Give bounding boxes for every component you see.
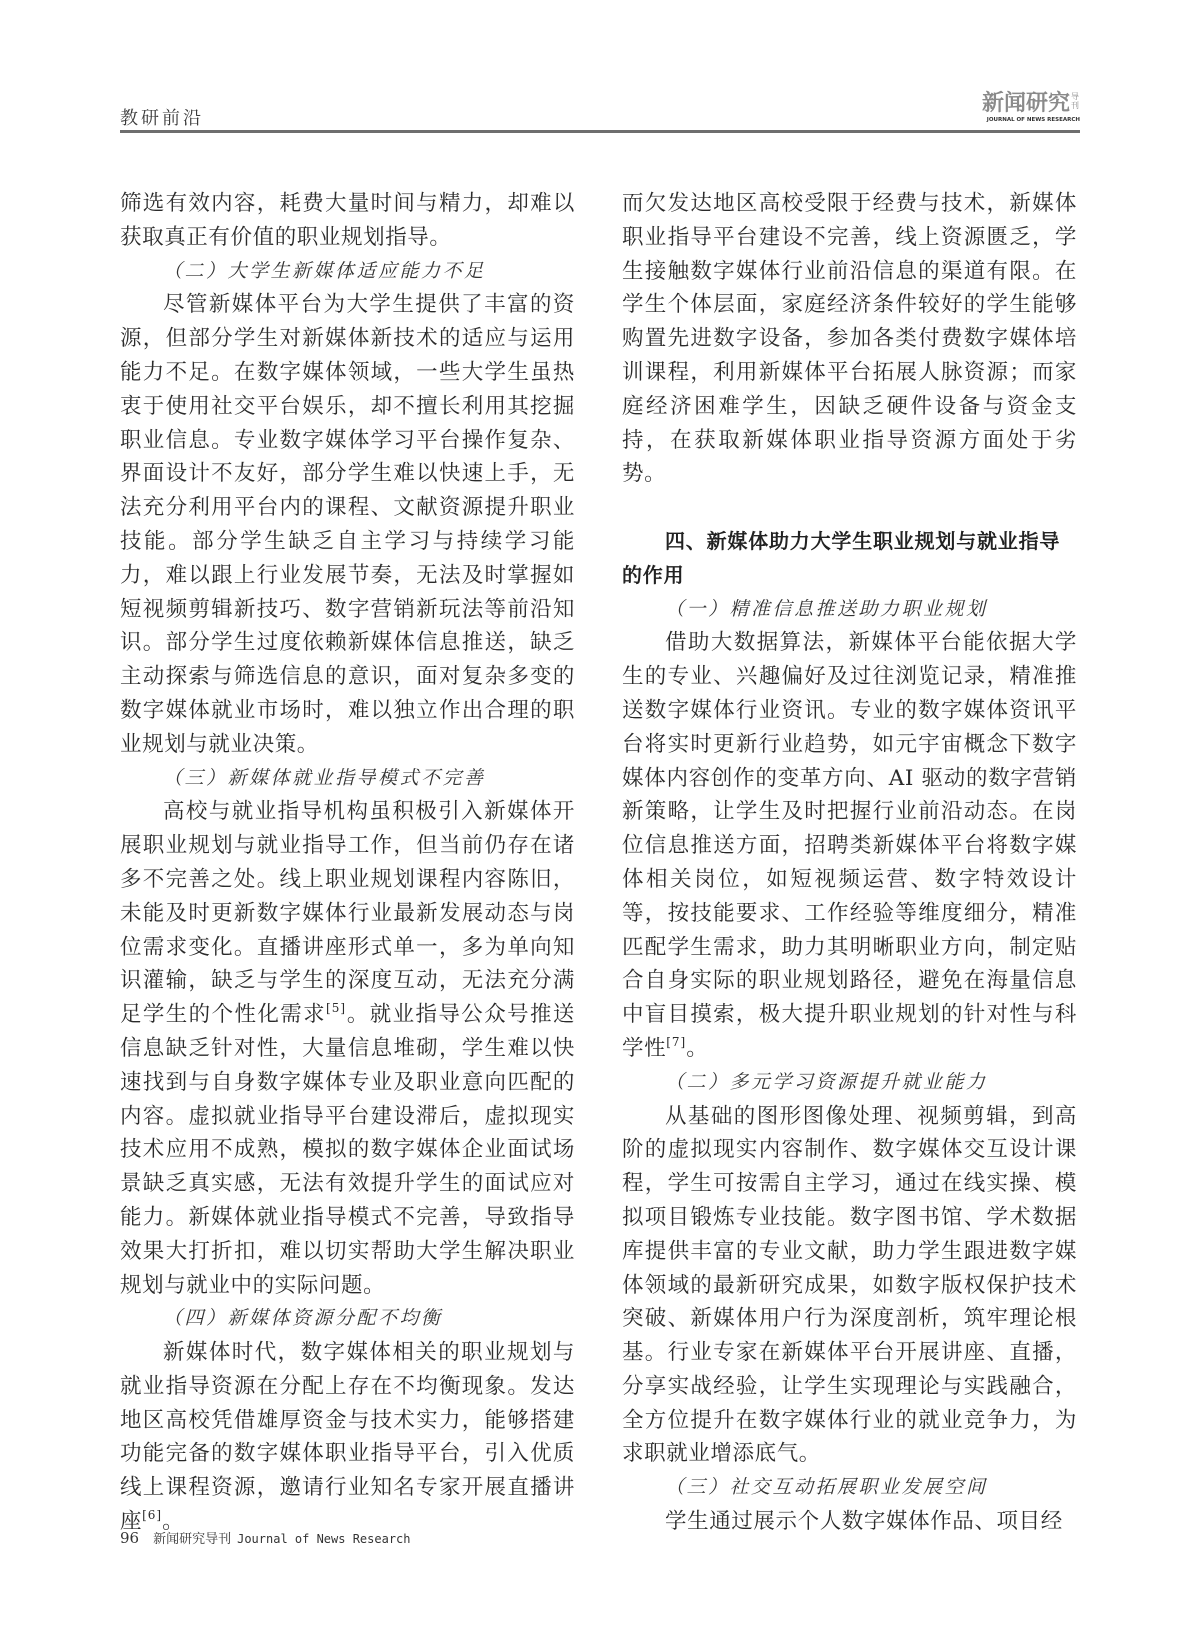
spacer [622,491,1077,525]
subsection-heading: （二）多元学习资源提升就业能力 [665,1070,988,1093]
page-footer [120,1528,411,1547]
paragraph: 筛选有效内容，耗费大量时间与精力，却难以获取真正有价值的职业规划指导。 [120,191,575,250]
paragraph-text: 新媒体时代，数字媒体相关的职业规划与就业指导资源在分配上存在不均衡现象。发达地区高校凭借雄厚资金与技术实力，能够搭建功能完备的数字媒体职业指导平台，引入优质线上课程资源，邀请行业知名专家开展直播讲座 [120,1340,575,1535]
citation-5[interactable]: [5] [326,1001,347,1016]
journal-name-cn: 新闻研究导刊 [153,1532,232,1547]
citation-7[interactable]: [7] [666,1034,687,1049]
header-divider [120,130,1080,133]
page-number: 96 [120,1529,140,1547]
paragraph: 尽管新媒体平台为大学生提供了丰富的资源，但部分学生对新媒体新技术的适应与运用能力不足。在数字媒体领域，一些大学生虽热衷于使用社交平台娱乐，却不擅长利用其挖掘职业信息。专业数字媒体学习平台操作复杂、界面设计不友好，部分学生难以快速上手，无法充分利用平台内的课程、文献资源提升职业技能。部分学生缺乏自主学习与持续学习能力，难以跟上行业发展节奏，无法及时掌握如短视频剪辑新技巧、数字营销新玩法等前沿知识。部分学生过度依赖新媒体信息推送，缺乏主动探索与筛选信息的意识，面对复杂多变的数字媒体就业市场时，难以独立作出合理的职业规划与就业决策。 [120,292,575,757]
logo-main-text: 新闻研究 [981,91,1070,116]
subsection-heading: （三）社交互动拓展职业发展空间 [665,1476,988,1499]
paragraph-text: 。 [162,1509,185,1535]
subsection-heading: （三）新媒体就业指导模式不完善 [163,766,486,789]
paragraph-text: 。就业指导公众号推送信息缺乏针对性，大量信息堆砌，学生难以快速找到与自身数字媒体专业及职业意向匹配的内容。虚拟就业指导平台建设滞后，虚拟现实技术应用不成熟，模拟的数字媒体企业面试场景缺乏真实感，无法有效提升学生的面试应对能力。新媒体就业指导模式不完善，导致指导效果大打折扣，难以切实帮助大学生解决职业规划与就业中的实际问题。 [120,1002,575,1298]
logo-subtitle: JOURNAL OF NEWS RESEARCH [986,117,1080,123]
right-column [622,187,1077,1539]
running-header [120,92,1080,132]
subsection-heading: （二）大学生新媒体适应能力不足 [163,259,486,282]
paragraph: 学生通过展示个人数字媒体作品、项目经 [665,1509,1063,1535]
subsection-heading: （一）精准信息推送助力职业规划 [665,597,988,620]
paragraph: 从基础的图形图像处理、视频剪辑，到高阶的虚拟现实内容制作、数字媒体交互设计课程，学生可按需自主学习，通过在线实操、模拟项目锻炼专业技能。数字图书馆、学术数据库提供丰富的专业文献，助力学生跟进数字媒体领域的最新研究成果，如数字版权保护技术突破、新媒体用户行为深度剖析，筑牢理论根基。行业专家在新媒体平台开展讲座、直播，分享实战经验，让学生实现理论与实践融合，全方位提升在数字媒体行业的就业竞争力，为求职就业增添底气。 [622,1103,1077,1467]
logo-side-text: 导刊 [1071,92,1079,110]
paragraph [120,795,575,1302]
left-column [120,187,575,1539]
subsection-heading: （四）新媒体资源分配不均衡 [163,1307,443,1330]
citation-6[interactable]: [6] [142,1508,163,1523]
paragraph-text: 高校与就业指导机构虽积极引入新媒体开展职业规划与就业指导工作，但当前仍存在诸多不完善之处。线上职业规划课程内容陈旧，未能及时更新数字媒体行业最新发展动态与岗位需求变化。直播讲座形式单一，多为单向知识灌输，缺乏与学生的深度互动，无法充分满足学生的个性化需求 [120,799,575,1028]
paragraph-text: 借助大数据算法，新媒体平台能依据大学生的专业、兴趣偏好及过往浏览记录，精准推送数字媒体行业资讯。专业的数字媒体资讯平台将实时更新行业趋势，如元宇宙概念下数字媒体内容创作的变革方向、AI 驱动的数字营销新策略，让学生及时把握行业前沿动态。在岗位信息推送方面，招聘类新媒体平台将数字媒体相关岗位，如短视频运营、数字特效设计等，按技能要求、工作经验等维度细分，精准匹配学生需求，助力其明晰职业方向，制定贴合自身实际的职业规划路径，避免在海量信息中盲目摸索，极大提升职业规划的针对性与科学性 [622,630,1077,1061]
section-heading: 四、新媒体助力大学生职业规划与就业指导的作用 [622,528,1061,587]
section-label: 教研前沿 [120,108,204,129]
paragraph [622,626,1077,1065]
journal-logo [982,92,1080,123]
paragraph: 而欠发达地区高校受限于经费与技术，新媒体职业指导平台建设不完善，线上资源匮乏，学生接触数字媒体行业前沿信息的渠道有限。在学生个体层面，家庭经济条件较好的学生能够购置先进数字设备，参加各类付费数字媒体培训课程，利用新媒体平台拓展人脉资源；而家庭经济困难学生，因缺乏硬件设备与资金支持，在获取新媒体职业指导资源方面处于劣势。 [622,191,1077,487]
paragraph [120,1336,575,1539]
paragraph-text: 。 [686,1035,709,1061]
journal-name-en: Journal of News Research [237,1532,411,1546]
